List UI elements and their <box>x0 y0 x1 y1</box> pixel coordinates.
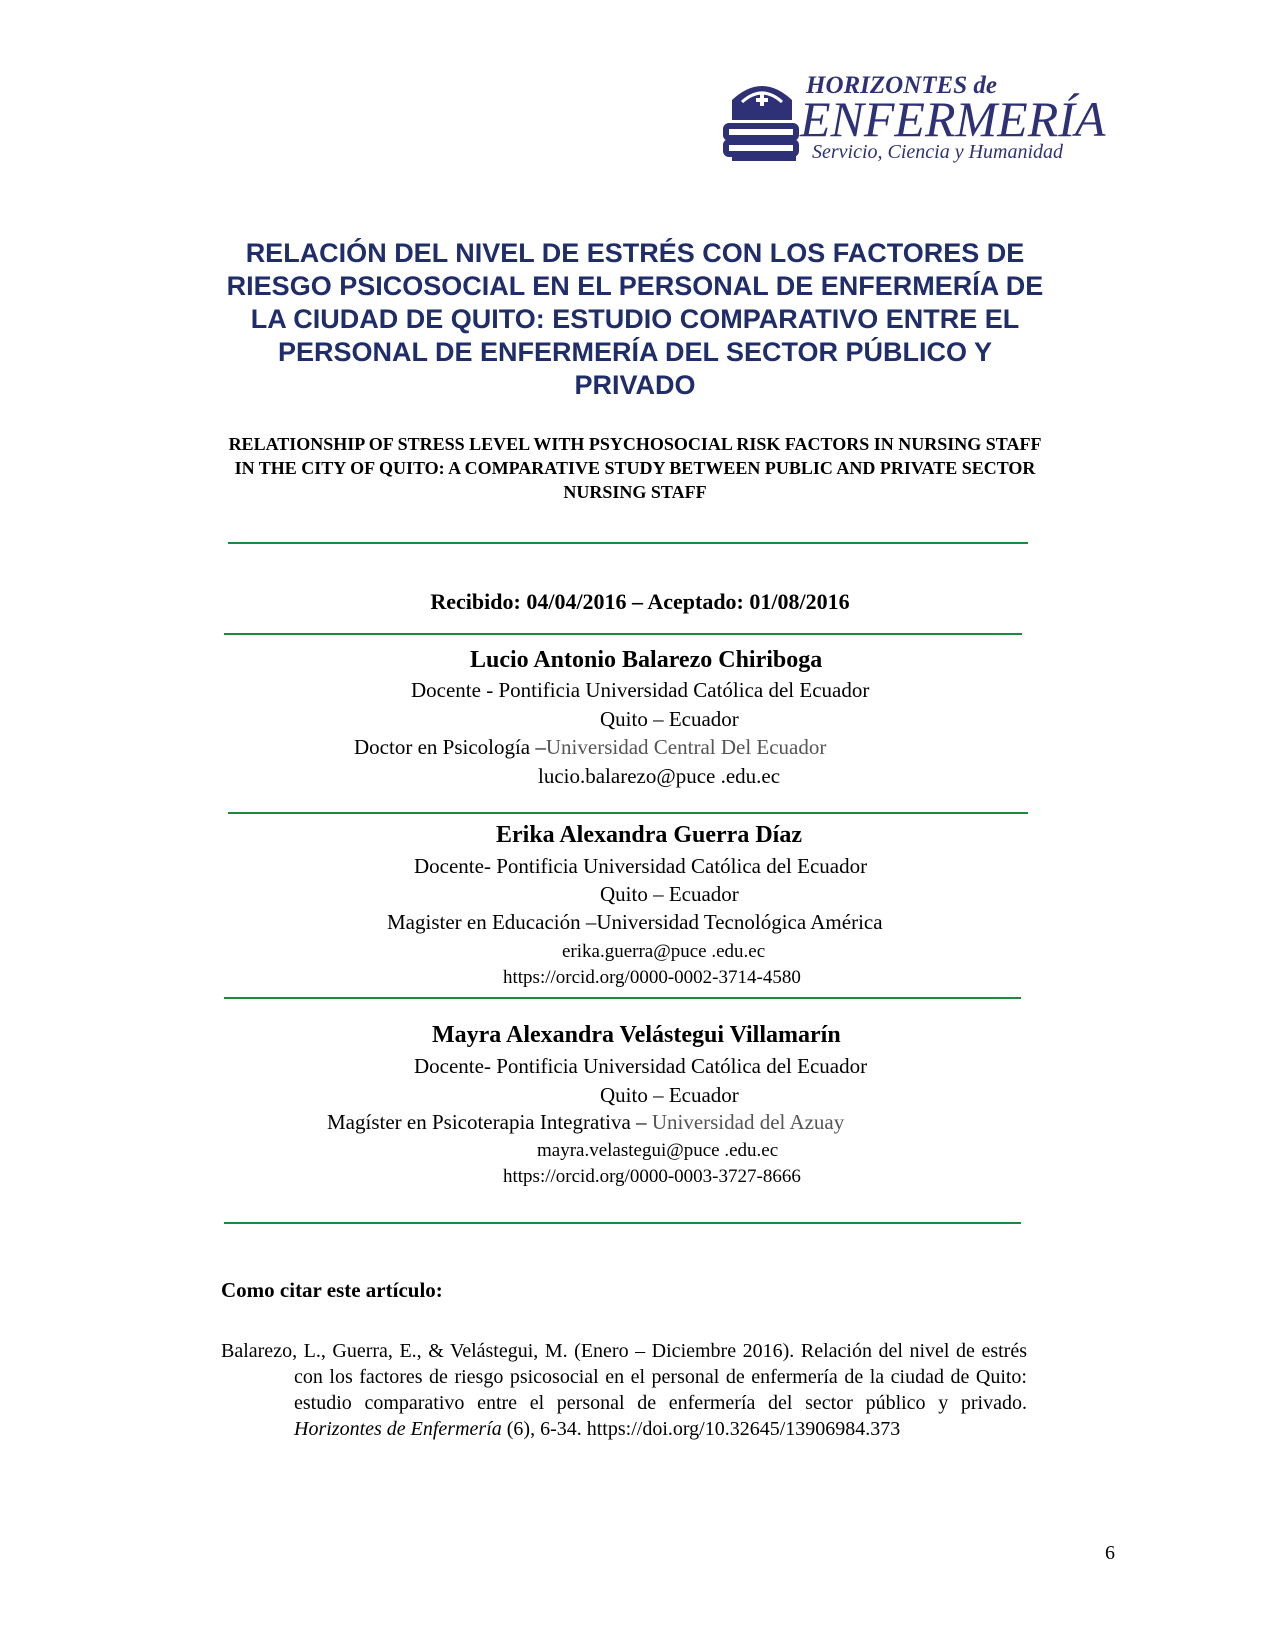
degree-institution: Universidad Central Del Ecuador <box>545 735 827 759</box>
citation-heading: Como citar este artículo: <box>221 1278 443 1302</box>
received-accepted-dates: Recibido: 04/04/2016 – Aceptado: 01/08/2016 <box>430 589 850 614</box>
author-degree: Magister en Educación –Universidad Tecnológica América <box>387 910 883 934</box>
degree-prefix: Doctor en Psicología – <box>354 735 546 759</box>
author-degree <box>354 735 826 760</box>
citation-text-after: (6), 6-34. https://doi.org/10.32645/13906984.373 <box>501 1418 901 1440</box>
degree-institution: Universidad del Azuay <box>651 1110 845 1134</box>
divider <box>228 812 1028 814</box>
divider <box>228 542 1028 544</box>
title-english: RELATIONSHIP OF STRESS LEVEL WITH PSYCHOSOCIAL RISK FACTORS IN NURSING STAFF IN THE CITY OF QUITO: A COMPARATIVE STUDY BETWEEN PUBLIC AND PRIVATE SECTOR NURSING STAFF <box>228 434 1042 502</box>
author-position: Docente - Pontificia Universidad Católica del Ecuador <box>411 678 870 702</box>
title-spanish: RELACIÓN DEL NIVEL DE ESTRÉS CON LOS FACTORES DE RIESGO PSICOSOCIAL EN EL PERSONAL DE ENFERMERÍA DE LA CIUDAD DE QUITO: ESTUDIO COMPARATIVO ENTRE EL PERSONAL DE ENFERMERÍA DEL SECTOR PÚBLICO Y PRIVADO <box>226 238 1044 400</box>
journal-tagline: Servicio, Ciencia y Humanidad <box>812 141 1064 163</box>
author-location: Quito – Ecuador <box>600 1083 739 1107</box>
author-position: Docente- Pontificia Universidad Católica del Ecuador <box>414 1054 868 1078</box>
divider <box>224 633 1022 635</box>
author-email[interactable]: mayra.velastegui@puce .edu.ec <box>537 1140 779 1161</box>
author-email[interactable]: lucio.balarezo@puce .edu.ec <box>538 764 781 788</box>
divider <box>224 1222 1021 1224</box>
page-number: 6 <box>1105 1542 1115 1564</box>
citation-text <box>221 1338 1027 1442</box>
citation-block <box>221 1338 1027 1442</box>
author-name: Mayra Alexandra Velástegui Villamarín <box>432 1022 841 1048</box>
author-email[interactable]: erika.guerra@puce .edu.ec <box>562 941 766 962</box>
journal-name-line2: ENFERMERÍA <box>800 91 1106 147</box>
degree-prefix: Magíster en Psicoterapia Integrativa – <box>327 1110 652 1134</box>
author-name: Erika Alexandra Guerra Díaz <box>496 822 802 848</box>
citation-journal: Horizontes de Enfermería <box>294 1418 502 1440</box>
journal-name-line1: HORIZONTES de <box>806 72 997 99</box>
divider <box>224 997 1021 999</box>
author-location: Quito – Ecuador <box>600 882 739 906</box>
citation-text-before: Balarezo, L., Guerra, E., & Velástegui, M. (Enero – Diciembre 2016). Relación del nivel de estrés con los factores de riesgo psicosocial en el personal de enfermería de la ciudad de Quito: estudio comparativo entre el personal de enfermería del sector público y privado. <box>221 1340 1027 1414</box>
author-degree <box>327 1110 844 1135</box>
author-name: Lucio Antonio Balarezo Chiriboga <box>470 647 823 673</box>
author-position: Docente- Pontificia Universidad Católica del Ecuador <box>414 854 868 878</box>
author-location: Quito – Ecuador <box>600 707 739 731</box>
author-orcid[interactable]: https://orcid.org/0000-0003-3727-8666 <box>503 1166 801 1187</box>
author-orcid[interactable]: https://orcid.org/0000-0002-3714-4580 <box>503 967 801 988</box>
